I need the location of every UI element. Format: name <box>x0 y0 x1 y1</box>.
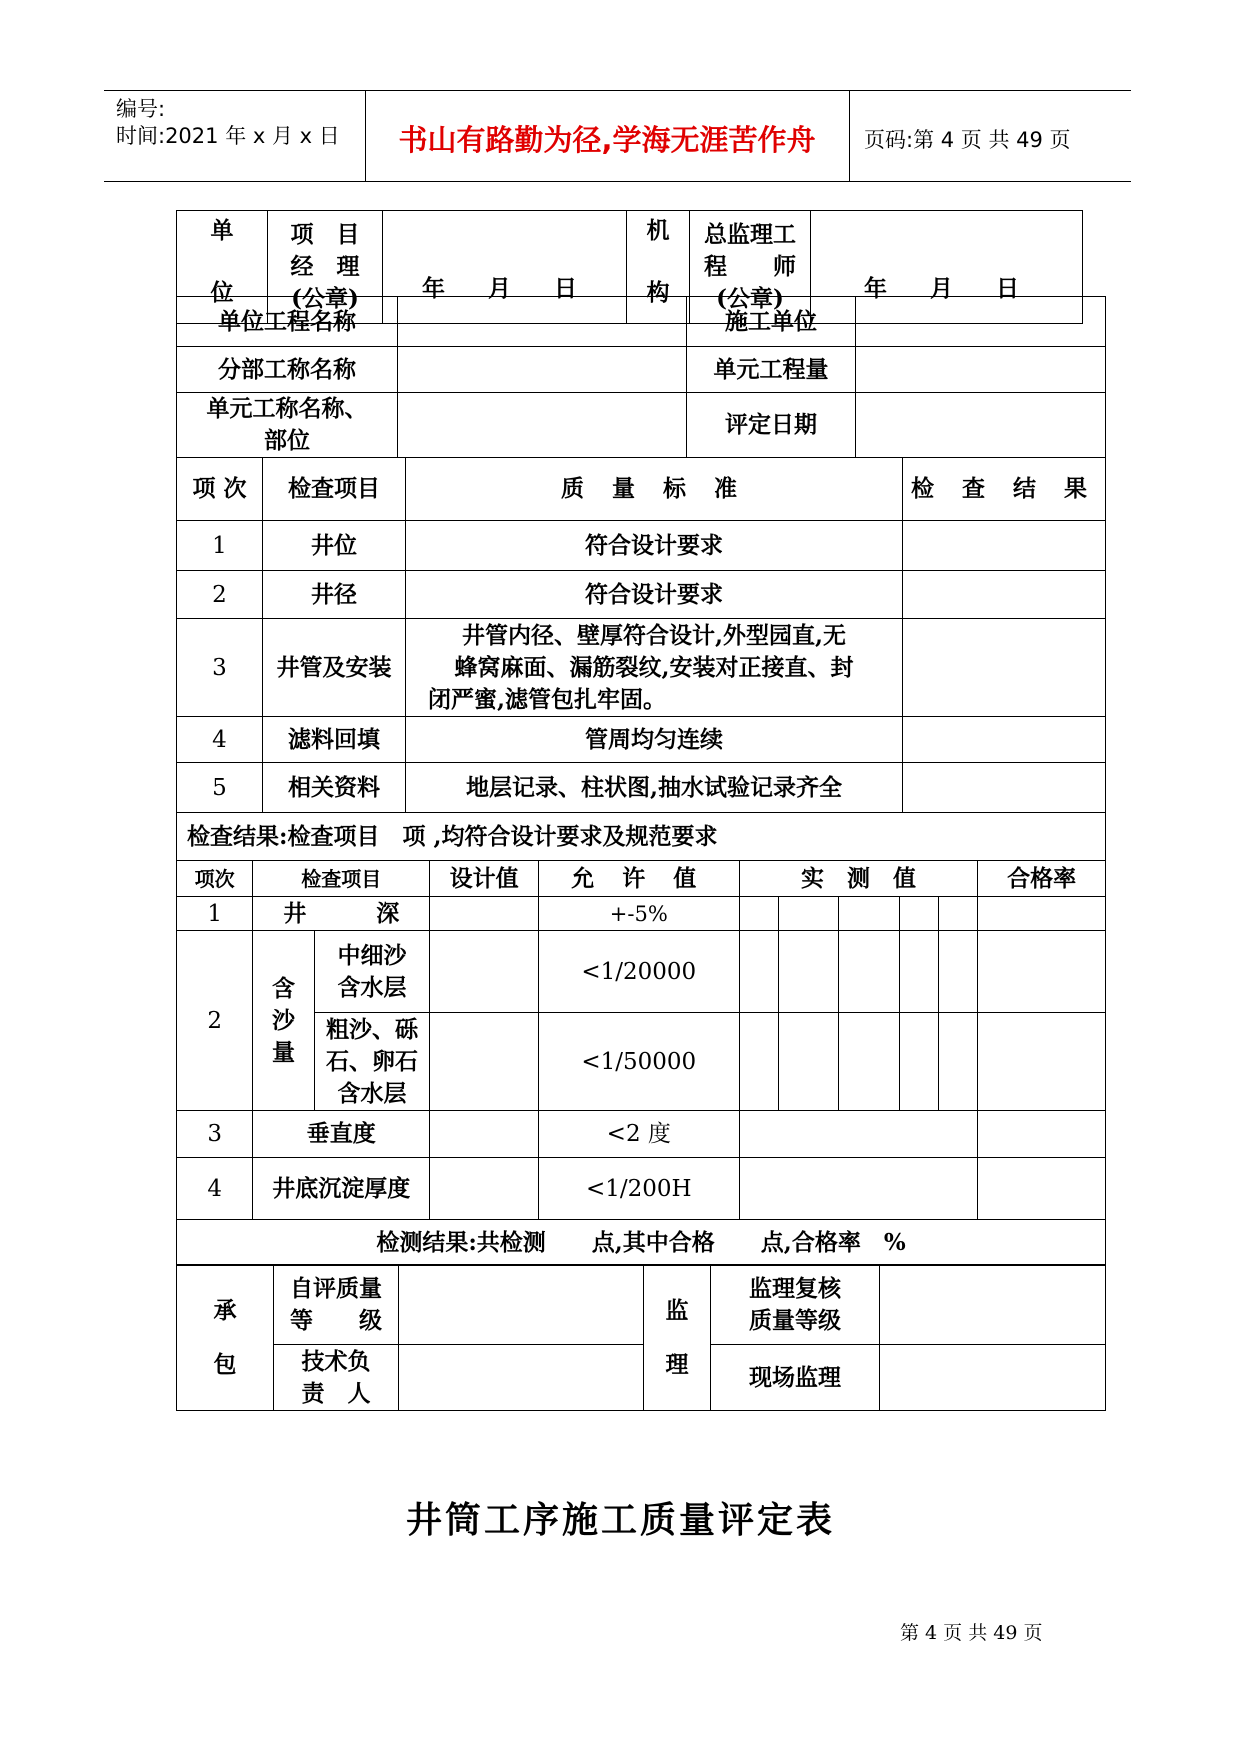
division-label: 分部工称名称 <box>177 347 398 393</box>
row-no: 5 <box>177 763 263 813</box>
row-standard: 地层记录、柱状图,抽水试验记录齐全 <box>406 763 903 813</box>
m-measured <box>779 931 839 1013</box>
m-design <box>430 1111 539 1158</box>
info-table <box>176 296 1106 458</box>
contract-cell <box>177 1265 274 1411</box>
contract-char: 承 <box>213 1296 237 1324</box>
unit-char: 位 <box>210 279 234 306</box>
m-measured <box>739 1111 978 1158</box>
sub-item-line: 含水层 <box>337 1079 407 1107</box>
m-row-item: 垂直度 <box>253 1111 430 1158</box>
org-char: 构 <box>646 279 670 306</box>
unit-qty-value <box>856 347 1106 393</box>
review-value <box>880 1265 1106 1345</box>
m-col-no: 项次 <box>177 861 253 897</box>
sub-item <box>314 931 430 1013</box>
m-measured <box>739 931 778 1013</box>
m-measured <box>739 1013 778 1111</box>
group-char: 量 <box>272 1038 295 1066</box>
m-pass <box>978 1111 1106 1158</box>
m-col-item: 检查项目 <box>253 861 430 897</box>
m-design <box>430 931 539 1013</box>
group-char: 沙 <box>272 1006 295 1034</box>
row-standard: 符合设计要求 <box>406 521 903 571</box>
unit-qty-label: 单元工程量 <box>687 347 856 393</box>
row-result <box>903 521 1106 571</box>
self-eval-value <box>399 1265 644 1345</box>
header-bottom-rule <box>104 181 1131 182</box>
chief-line: 总监理工 <box>704 221 796 248</box>
row-result <box>903 619 1106 717</box>
row-result <box>903 571 1106 619</box>
measure-table <box>176 860 1106 1266</box>
m-design <box>430 897 539 931</box>
review-line: 质量等级 <box>749 1306 841 1334</box>
row-no: 2 <box>177 571 263 619</box>
col-no: 项 次 <box>177 458 263 521</box>
m-allow: +-5% <box>538 897 739 931</box>
group-char: 含 <box>272 974 295 1002</box>
division-value <box>398 347 687 393</box>
self-eval-line: 等 级 <box>290 1306 382 1334</box>
inspection-table <box>176 457 1106 861</box>
m-design <box>430 1013 539 1111</box>
site-super-value <box>880 1345 1106 1411</box>
sub-item-line: 含水层 <box>337 973 407 1001</box>
sub-item-line: 中细沙 <box>337 941 407 969</box>
m-measured <box>839 931 899 1013</box>
tech-value <box>399 1345 644 1411</box>
supervision-cell <box>644 1265 711 1411</box>
standard-line: 闭严蜜,滤管包扎牢固。 <box>428 685 667 713</box>
m-row-item <box>253 897 430 931</box>
item-char: 井 <box>283 899 307 927</box>
chief-line: 程 师 <box>704 253 796 280</box>
col-item: 检查项目 <box>263 458 406 521</box>
m-pass <box>978 1158 1106 1220</box>
signoff-table <box>176 1264 1106 1411</box>
tech-line: 技术负 <box>301 1347 371 1375</box>
unit-name-value <box>398 393 687 458</box>
eval-date-label: 评定日期 <box>687 393 856 458</box>
m-row-no: 3 <box>177 1111 253 1158</box>
header-divider-right <box>849 90 850 181</box>
sub-item-line: 粗沙、砾 <box>325 1015 418 1043</box>
row-item: 井管及安装 <box>263 619 406 717</box>
unit-name-line: 部位 <box>264 427 310 454</box>
motto: 书山有路勤为径,学海无涯苦作舟 <box>398 123 816 157</box>
m-measured <box>938 897 977 931</box>
review-line: 监理复核 <box>749 1274 841 1302</box>
page-code: 页码:第 4 页 共 49 页 <box>864 128 1071 152</box>
self-eval-line: 自评质量 <box>290 1274 382 1302</box>
m-design <box>430 1158 539 1220</box>
review-label <box>711 1265 880 1345</box>
header-top-rule <box>104 90 1131 91</box>
m-allow: <1/20000 <box>538 931 739 1013</box>
self-eval-label <box>274 1265 399 1345</box>
measure-summary: 检测结果:共检测 点,其中合格 点,合格率 % <box>177 1220 1106 1266</box>
col-result: 检 查 结 果 <box>903 458 1106 521</box>
pm-line: (公章) <box>291 285 359 312</box>
m-pass <box>978 931 1106 1013</box>
unit-char: 单 <box>210 217 234 244</box>
page-footer: 第 4 页 共 49 页 <box>900 1622 1043 1644</box>
m-measured <box>779 1013 839 1111</box>
date-text: 年 月 日 <box>422 275 587 302</box>
row-item: 井径 <box>263 571 406 619</box>
project-name-value <box>398 297 687 347</box>
m-col-allow: 允 许 值 <box>538 861 739 897</box>
inspection-summary: 检查结果:检查项目 项 ,均符合设计要求及规范要求 <box>177 813 1106 861</box>
date-text: 年 月 日 <box>864 275 1029 302</box>
number-label: 编号: <box>116 97 166 121</box>
super-char: 理 <box>665 1350 689 1378</box>
unit-name-label <box>177 393 398 458</box>
row-no: 1 <box>177 521 263 571</box>
m-row-no: 1 <box>177 897 253 931</box>
m-measured <box>938 931 977 1013</box>
sub-item <box>314 1013 430 1111</box>
page-title: 井筒工序施工质量评定表 <box>405 1499 835 1541</box>
contractor-value <box>856 297 1106 347</box>
site-super-label: 现场监理 <box>711 1345 880 1411</box>
chief-line: (公章) <box>716 285 784 312</box>
m-row-no: 2 <box>177 931 253 1111</box>
super-char: 监 <box>665 1296 689 1324</box>
m-allow: <1/200H <box>538 1158 739 1220</box>
project-name-label: 单位工程名称 <box>177 297 398 347</box>
sand-content-group <box>253 931 314 1111</box>
m-col-measured: 实 测 值 <box>739 861 978 897</box>
org-char: 机 <box>646 217 670 244</box>
m-allow: <1/50000 <box>538 1013 739 1111</box>
m-measured <box>938 1013 977 1111</box>
contract-char: 包 <box>213 1350 237 1378</box>
m-measured <box>899 931 938 1013</box>
m-col-design: 设计值 <box>430 861 539 897</box>
date-label: 时间:2021 年 x 月 x 日 <box>116 124 340 148</box>
row-no: 3 <box>177 619 263 717</box>
m-row-item: 井底沉淀厚度 <box>253 1158 430 1220</box>
m-row-no: 4 <box>177 1158 253 1220</box>
m-measured <box>739 897 778 931</box>
m-measured <box>779 897 839 931</box>
item-char: 深 <box>376 899 400 927</box>
pm-line: 项 目 <box>290 221 360 248</box>
m-measured <box>899 897 938 931</box>
row-result <box>903 763 1106 813</box>
m-col-pass: 合格率 <box>978 861 1106 897</box>
m-pass <box>978 1013 1106 1111</box>
row-result <box>903 717 1106 763</box>
m-measured <box>899 1013 938 1111</box>
row-no: 4 <box>177 717 263 763</box>
m-measured <box>739 1158 978 1220</box>
row-item: 滤料回填 <box>263 717 406 763</box>
standard-line: 井管内径、壁厚符合设计,外型园直,无 <box>461 621 846 649</box>
m-measured <box>839 1013 899 1111</box>
m-pass <box>978 897 1106 931</box>
tech-line: 责 人 <box>301 1379 371 1407</box>
sub-item-line: 石、卵石 <box>325 1047 418 1075</box>
row-item: 相关资料 <box>263 763 406 813</box>
contractor-label: 施工单位 <box>687 297 856 347</box>
row-item: 井位 <box>263 521 406 571</box>
m-measured <box>839 897 899 931</box>
pm-line: 经 理 <box>290 253 360 280</box>
row-standard: 符合设计要求 <box>406 571 903 619</box>
row-standard: 管周均匀连续 <box>406 717 903 763</box>
tech-label <box>274 1345 399 1411</box>
standard-line: 蜂窝麻面、漏筋裂纹,安装对正接直、封 <box>454 653 854 681</box>
row-standard <box>406 619 903 717</box>
m-allow: <2 度 <box>538 1111 739 1158</box>
eval-date-value <box>856 393 1106 458</box>
unit-name-line: 单元工称名称、 <box>206 395 368 422</box>
col-standard: 质 量 标 准 <box>406 458 903 521</box>
